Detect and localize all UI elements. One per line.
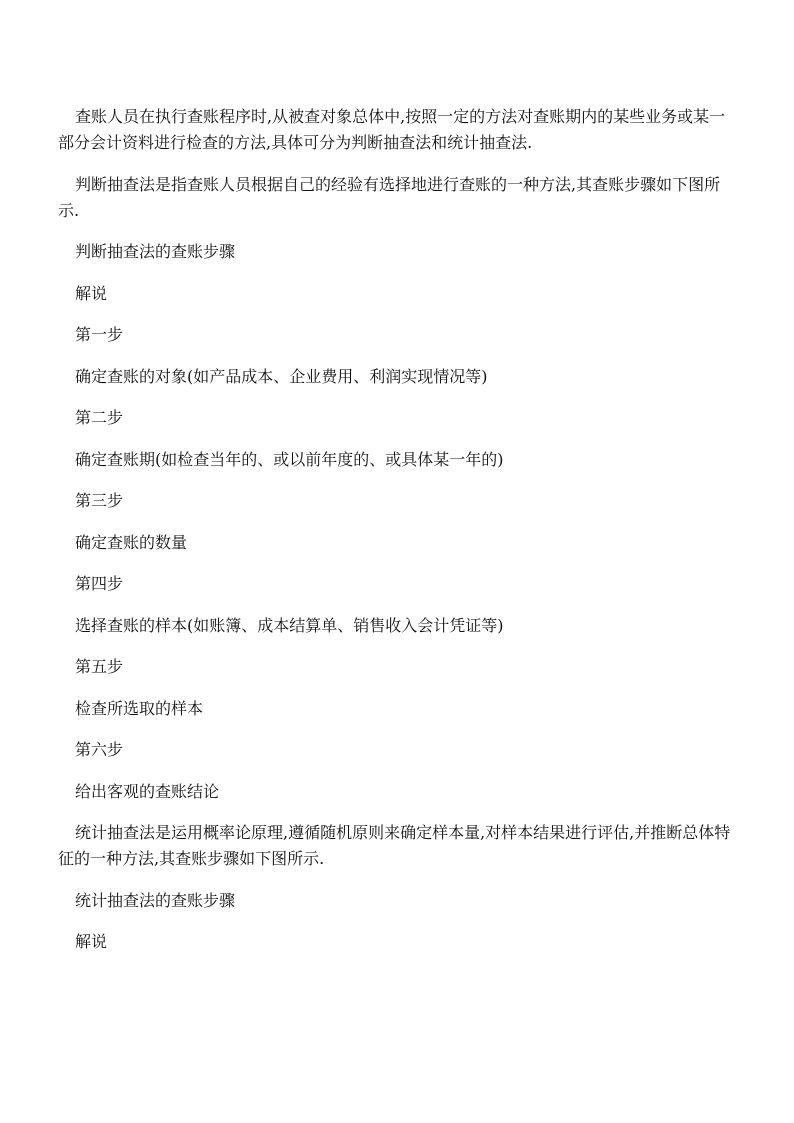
step-5-label: 第五步: [75, 657, 124, 676]
figure-title-statistical: 统计抽查法的查账步骤: [75, 890, 236, 910]
step-1-label: 第一步: [75, 325, 124, 344]
step-1-text: 确定查账的对象(如产品成本、企业费用、利润实现情况等): [75, 366, 488, 386]
judgment-sampling-paragraph: 判断抽查法是指查账人员根据自己的经验有选择地进行查账的一种方法,其查账步骤如下图所示.: [58, 174, 721, 220]
explanation-label: 解说: [75, 283, 108, 303]
step-6-text: 给出客观的查账结论: [75, 781, 220, 801]
explanation-label-2: 解说: [75, 932, 108, 951]
step-2-text: 确定查账期(如检查当年的、或以前年度的、或具体某一年的): [75, 449, 504, 469]
step-2-label: 第二步: [75, 408, 124, 427]
figure-title-judgment: 判断抽查法的查账步骤: [75, 242, 236, 261]
step-4-label: 第四步: [75, 574, 124, 593]
document-page: [58, 104, 738, 971]
step-6-label: 第六步: [75, 740, 124, 759]
step-5-text: 检查所选取的样本: [75, 698, 204, 718]
step-3-text: 确定查账的数量: [75, 532, 188, 552]
statistical-sampling-paragraph: 统计抽查法是运用概率论原理,遵循随机原则来确定样本量,对样本结果进行评估,并推断总体特征的一种方法,其查账步骤如下图所示.: [58, 823, 731, 868]
step-4-text: 选择查账的样本(如账簿、成本结算单、销售收入会计凭证等): [75, 615, 504, 635]
intro-paragraph: 查账人员在执行查账程序时,从被查对象总体中,按照一定的方法对查账期内的某些业务或某一部分会计资料进行检查的方法,具体可分为判断抽查法和统计抽查法.: [58, 107, 726, 152]
step-3-label: 第三步: [75, 491, 124, 510]
